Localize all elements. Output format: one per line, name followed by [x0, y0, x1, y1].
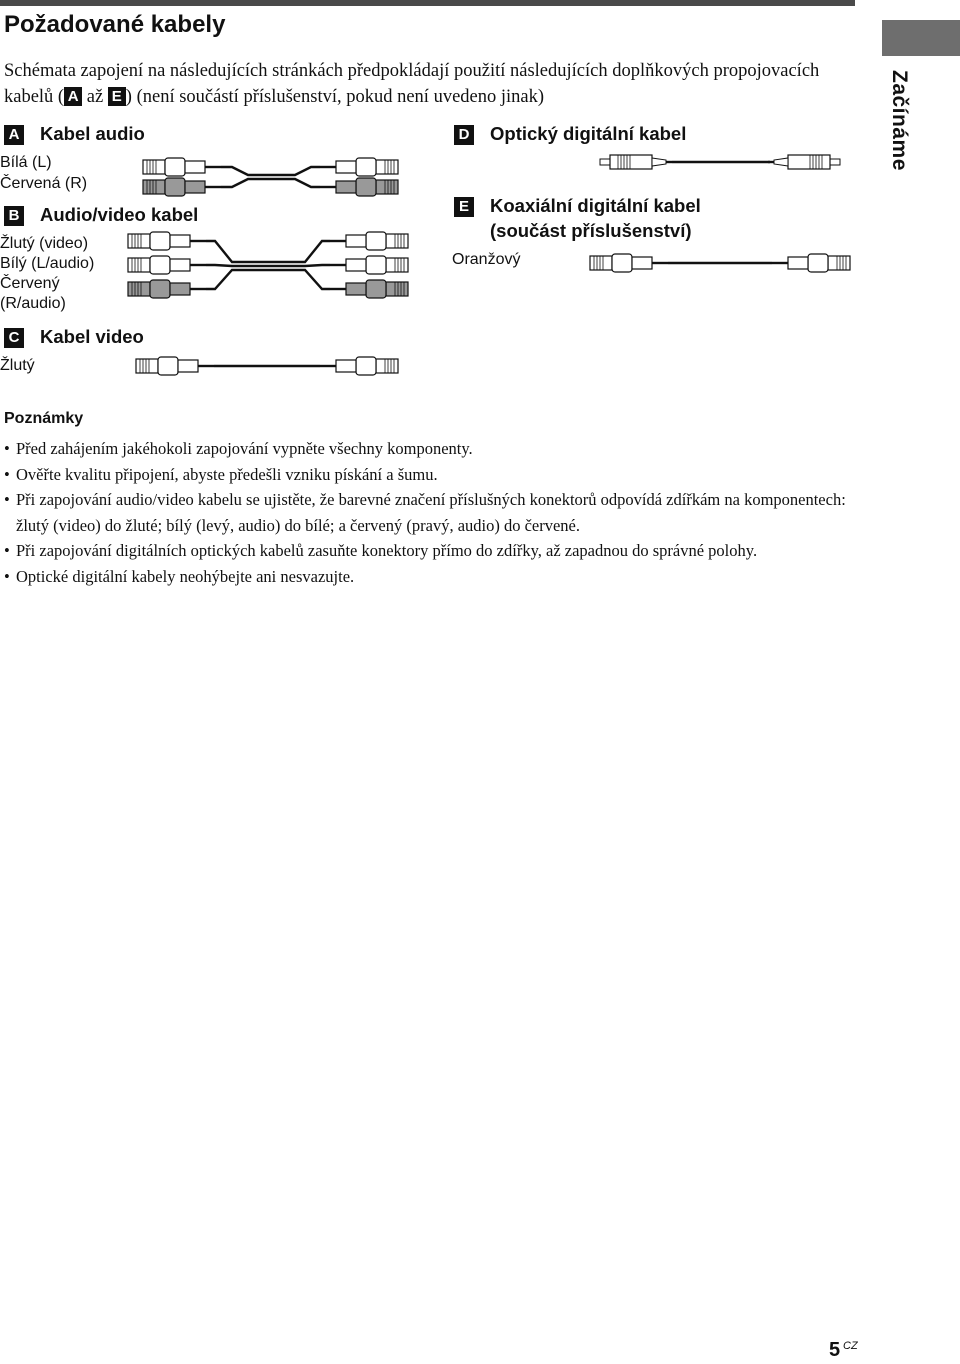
section-b-label-red: Červený — [0, 275, 60, 292]
cable-illustrations — [0, 0, 960, 400]
cable-a — [143, 158, 398, 196]
section-b-label-yellow: Žlutý (video) — [0, 235, 89, 252]
section-c-title: Kabel video — [40, 326, 144, 347]
notes-list — [4, 436, 874, 589]
section-d-letter: D — [454, 125, 474, 145]
note-item: • Před zahájením jakéhokoli zapojování vypněte všechny komponenty. — [4, 436, 874, 462]
cable-e — [590, 254, 850, 272]
section-e-label-orange: Oranžový — [452, 251, 521, 268]
note-item: • Ověřte kvalitu připojení, abyste předešli vzniku pískání a šumu. — [4, 462, 874, 488]
section-a-label-red: Červená (R) — [0, 175, 88, 192]
note-item: • Optické digitální kabely neohýbejte ani nesvazujte. — [4, 564, 874, 590]
intro-letter-first: A — [64, 87, 82, 106]
cable-c — [136, 357, 398, 375]
side-tab-label: Začínáme — [888, 70, 911, 171]
section-e-title-line2: (součást příslušenství) — [490, 220, 692, 241]
notes-title: Poznámky — [4, 410, 84, 427]
section-c-letter: C — [4, 328, 24, 348]
section-b-label-white: Bílý (L/audio) — [0, 255, 95, 272]
section-a-title: Kabel audio — [40, 123, 145, 144]
note-item: • Při zapojování audio/video kabelu se ujistěte, že barevné značení příslušných konektorů odpovídá zdířkám na komponentech: žlutý (video) do žluté; bílý (levý, audio) do bílé; a červený (pravý, audio) do červené. — [4, 487, 874, 538]
note-item: • Při zapojování digitálních optických kabelů zasuňte konektory přímo do zdířky, až zapadnou do správné polohy. — [4, 538, 874, 564]
section-b-letter: B — [4, 206, 24, 226]
cable-d — [600, 155, 840, 169]
intro-text-1: Schémata zapojení na následujících stránkách předpokládají použití následujících doplňkových propojovacích kabelů ( — [4, 61, 820, 107]
intro-text-3: ) (není součástí příslušenství, pokud není uvedeno jinak) — [125, 87, 545, 107]
section-a-label-white: Bílá (L) — [0, 154, 52, 171]
page-title: Požadované kabely — [4, 11, 226, 38]
section-a-letter: A — [4, 125, 24, 145]
section-e-letter: E — [454, 197, 474, 217]
page-number: 5 — [829, 1339, 841, 1361]
cable-b — [128, 232, 408, 298]
section-c-label-yellow: Žlutý — [0, 357, 35, 374]
intro-text-2: až — [82, 87, 108, 107]
section-e-title-line1: Koaxiální digitální kabel — [490, 195, 701, 216]
intro-letter-last: E — [108, 87, 126, 106]
section-b-title: Audio/video kabel — [40, 204, 199, 225]
section-b-label-red-audio: (R/audio) — [0, 295, 66, 312]
section-d-title: Optický digitální kabel — [490, 123, 687, 144]
page-suffix: CZ — [843, 1340, 858, 1352]
